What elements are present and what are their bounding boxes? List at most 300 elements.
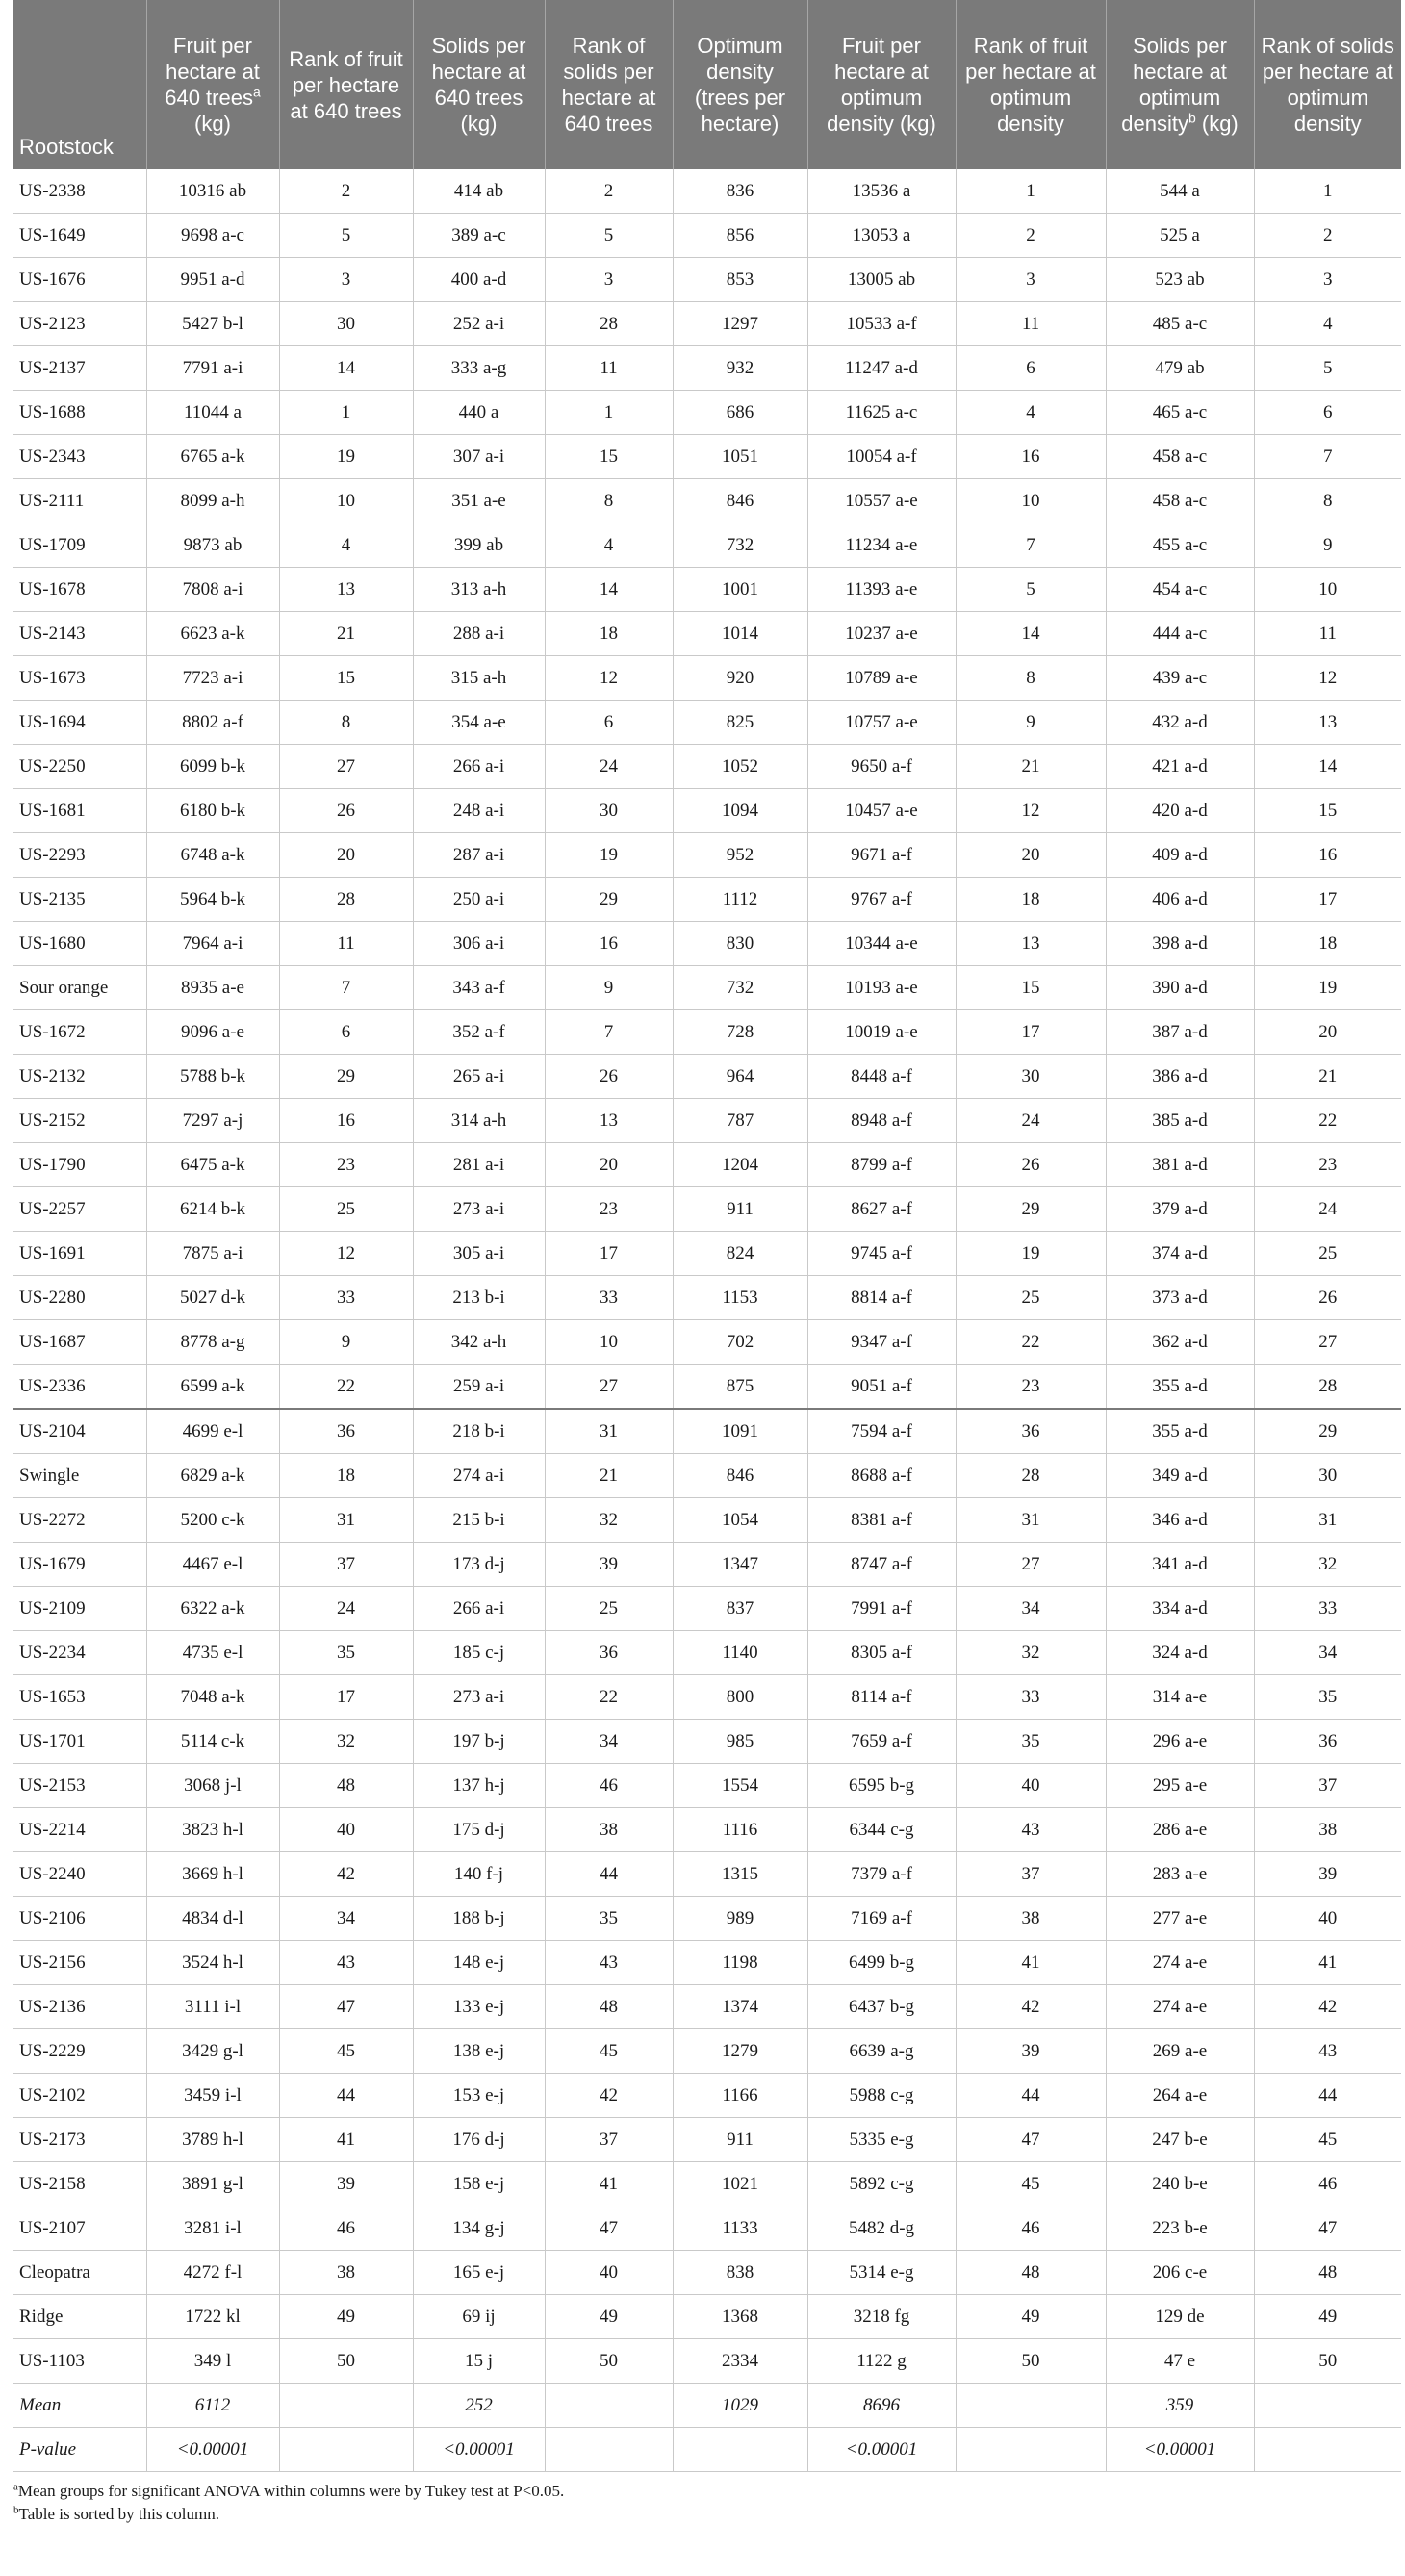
- cell-solids-optimum: 247 b-e: [1106, 2118, 1254, 2162]
- cell-solids-640: 266 a-i: [413, 1587, 545, 1631]
- table-row: [13, 1365, 1401, 1410]
- cell-rootstock: Sour orange: [13, 966, 146, 1010]
- cell-optimum-density: 836: [673, 169, 807, 214]
- table-row: [13, 1320, 1401, 1365]
- cell-rank-solids-640: 21: [545, 1454, 673, 1498]
- cell-rank-fruit-640: 2: [279, 169, 413, 214]
- cell-rank-fruit-640: 31: [279, 1498, 413, 1543]
- cell-solids-640: 218 b-i: [413, 1409, 545, 1454]
- cell-rootstock: US-2136: [13, 1985, 146, 2029]
- cell-optimum-density: 932: [673, 346, 807, 391]
- cell-rank-solids-640: 7: [545, 1010, 673, 1055]
- cell-rank-solids-640: 19: [545, 833, 673, 878]
- cell-rank-solids-optimum: 37: [1254, 1764, 1401, 1808]
- cell-optimum-density: 952: [673, 833, 807, 878]
- cell-rank-solids-640: 41: [545, 2162, 673, 2206]
- cell-solids-640: 352 a-f: [413, 1010, 545, 1055]
- cell-solids-640: 265 a-i: [413, 1055, 545, 1099]
- cell-rank-fruit-optimum: 49: [956, 2295, 1106, 2339]
- table-row: [13, 1143, 1401, 1187]
- cell-fruit-640: 6112: [146, 2384, 279, 2428]
- cell-rank-fruit-640: 38: [279, 2251, 413, 2295]
- cell-rank-fruit-640: 36: [279, 1409, 413, 1454]
- cell-rootstock: US-2123: [13, 302, 146, 346]
- cell-rank-solids-optimum: 2: [1254, 214, 1401, 258]
- cell-rank-solids-640: 3: [545, 258, 673, 302]
- cell-fruit-optimum: 8747 a-f: [807, 1543, 956, 1587]
- cell-solids-640: 274 a-i: [413, 1454, 545, 1498]
- cell-solids-640: 273 a-i: [413, 1675, 545, 1720]
- table-row: [13, 1409, 1401, 1454]
- table-row: [13, 878, 1401, 922]
- cell-rank-fruit-640: 11: [279, 922, 413, 966]
- cell-rank-fruit-optimum: 43: [956, 1808, 1106, 1852]
- cell-rootstock: US-1103: [13, 2339, 146, 2384]
- cell-rootstock: US-2104: [13, 1409, 146, 1454]
- table-container: [13, 0, 1401, 2526]
- cell-optimum-density: 1198: [673, 1941, 807, 1985]
- cell-rank-fruit-640: 28: [279, 878, 413, 922]
- cell-solids-optimum: 359: [1106, 2384, 1254, 2428]
- cell-solids-640: 148 e-j: [413, 1941, 545, 1985]
- cell-rank-solids-optimum: 34: [1254, 1631, 1401, 1675]
- cell-solids-optimum: 523 ab: [1106, 258, 1254, 302]
- cell-fruit-optimum: 7594 a-f: [807, 1409, 956, 1454]
- cell-solids-640: 153 e-j: [413, 2074, 545, 2118]
- cell-optimum-density: 1014: [673, 612, 807, 656]
- cell-solids-640: 266 a-i: [413, 745, 545, 789]
- cell-rootstock: US-2214: [13, 1808, 146, 1852]
- table-row: [13, 833, 1401, 878]
- cell-solids-640: 158 e-j: [413, 2162, 545, 2206]
- cell-rank-fruit-optimum: 44: [956, 2074, 1106, 2118]
- cell-rootstock: US-1694: [13, 701, 146, 745]
- cell-optimum-density: 800: [673, 1675, 807, 1720]
- cell-solids-640: 137 h-j: [413, 1764, 545, 1808]
- cell-fruit-640: 9873 ab: [146, 523, 279, 568]
- cell-rank-fruit-640: 48: [279, 1764, 413, 1808]
- cell-rootstock: US-2152: [13, 1099, 146, 1143]
- cell-optimum-density: 1051: [673, 435, 807, 479]
- cell-rank-fruit-640: 21: [279, 612, 413, 656]
- cell-rank-solids-640: 2: [545, 169, 673, 214]
- cell-rank-solids-optimum: 23: [1254, 1143, 1401, 1187]
- header-rank-fruit-optimum: Rank of fruit per hectare at optimum density: [956, 0, 1106, 169]
- cell-rank-fruit-optimum: 26: [956, 1143, 1106, 1187]
- cell-fruit-640: 6180 b-k: [146, 789, 279, 833]
- cell-rootstock: US-1691: [13, 1232, 146, 1276]
- cell-rank-solids-640: 10: [545, 1320, 673, 1365]
- cell-fruit-optimum: 11625 a-c: [807, 391, 956, 435]
- cell-optimum-density: 920: [673, 656, 807, 701]
- table-row: [13, 302, 1401, 346]
- cell-rank-fruit-optimum: 47: [956, 2118, 1106, 2162]
- cell-rank-solids-optimum: 10: [1254, 568, 1401, 612]
- cell-rootstock: US-1681: [13, 789, 146, 833]
- cell-rank-solids-640: 35: [545, 1897, 673, 1941]
- cell-rank-solids-optimum: 50: [1254, 2339, 1401, 2384]
- cell-rank-fruit-optimum: [956, 2384, 1106, 2428]
- cell-fruit-640: 8935 a-e: [146, 966, 279, 1010]
- cell-rank-solids-optimum: [1254, 2384, 1401, 2428]
- cell-rank-solids-640: 15: [545, 435, 673, 479]
- header-rank-solids-optimum: Rank of solids per hectare at optimum density: [1254, 0, 1401, 169]
- cell-solids-optimum: 373 a-d: [1106, 1276, 1254, 1320]
- cell-rank-fruit-640: 37: [279, 1543, 413, 1587]
- cell-rank-solids-optimum: 31: [1254, 1498, 1401, 1543]
- cell-solids-optimum: 274 a-e: [1106, 1985, 1254, 2029]
- cell-optimum-density: 985: [673, 1720, 807, 1764]
- cell-rank-solids-640: 4: [545, 523, 673, 568]
- cell-rank-fruit-optimum: 1: [956, 169, 1106, 214]
- cell-rootstock: Cleopatra: [13, 2251, 146, 2295]
- cell-solids-640: 440 a: [413, 391, 545, 435]
- cell-optimum-density: 853: [673, 258, 807, 302]
- cell-fruit-optimum: 7659 a-f: [807, 1720, 956, 1764]
- cell-rank-solids-optimum: 6: [1254, 391, 1401, 435]
- cell-fruit-optimum: 10789 a-e: [807, 656, 956, 701]
- cell-optimum-density: 911: [673, 1187, 807, 1232]
- cell-rootstock: US-2132: [13, 1055, 146, 1099]
- cell-rank-fruit-optimum: 39: [956, 2029, 1106, 2074]
- cell-rank-fruit-640: 50: [279, 2339, 413, 2384]
- cell-fruit-optimum: 3218 fg: [807, 2295, 956, 2339]
- table-row: [13, 656, 1401, 701]
- cell-rank-fruit-optimum: 9: [956, 701, 1106, 745]
- cell-rank-fruit-optimum: 12: [956, 789, 1106, 833]
- table-row: [13, 1764, 1401, 1808]
- cell-fruit-640: 8778 a-g: [146, 1320, 279, 1365]
- cell-rank-solids-640: 45: [545, 2029, 673, 2074]
- cell-fruit-640: <0.00001: [146, 2428, 279, 2472]
- table-row: [13, 1808, 1401, 1852]
- table-row: [13, 2251, 1401, 2295]
- cell-rank-solids-optimum: 18: [1254, 922, 1401, 966]
- cell-rank-fruit-optimum: 29: [956, 1187, 1106, 1232]
- cell-optimum-density: [673, 2428, 807, 2472]
- cell-fruit-optimum: 8688 a-f: [807, 1454, 956, 1498]
- cell-rank-solids-optimum: 17: [1254, 878, 1401, 922]
- header-fruit-640: Fruit per hectare at 640 trees$^a$ (kg): [146, 0, 279, 169]
- cell-rank-solids-optimum: 1: [1254, 169, 1401, 214]
- cell-rootstock: Mean: [13, 2384, 146, 2428]
- cell-fruit-optimum: 7991 a-f: [807, 1587, 956, 1631]
- cell-solids-640: 15 j: [413, 2339, 545, 2384]
- cell-optimum-density: 1297: [673, 302, 807, 346]
- cell-solids-optimum: 277 a-e: [1106, 1897, 1254, 1941]
- cell-rootstock: US-2250: [13, 745, 146, 789]
- cell-rank-fruit-optimum: 25: [956, 1276, 1106, 1320]
- cell-rank-solids-640: 23: [545, 1187, 673, 1232]
- cell-rank-fruit-optimum: 38: [956, 1897, 1106, 1941]
- table-row: [13, 2295, 1401, 2339]
- cell-rank-fruit-optimum: 21: [956, 745, 1106, 789]
- cell-solids-640: 133 e-j: [413, 1985, 545, 2029]
- cell-rank-fruit-640: 7: [279, 966, 413, 1010]
- table-row: [13, 1454, 1401, 1498]
- cell-fruit-optimum: 8114 a-f: [807, 1675, 956, 1720]
- cell-rank-solids-optimum: 40: [1254, 1897, 1401, 1941]
- cell-fruit-640: 6322 a-k: [146, 1587, 279, 1631]
- cell-solids-optimum: 479 ab: [1106, 346, 1254, 391]
- cell-solids-optimum: 374 a-d: [1106, 1232, 1254, 1276]
- cell-optimum-density: 787: [673, 1099, 807, 1143]
- cell-fruit-optimum: 11247 a-d: [807, 346, 956, 391]
- cell-rootstock: US-2343: [13, 435, 146, 479]
- cell-optimum-density: 2334: [673, 2339, 807, 2384]
- cell-rank-fruit-optimum: 31: [956, 1498, 1106, 1543]
- cell-rank-fruit-optimum: 8: [956, 656, 1106, 701]
- cell-fruit-640: 3429 g-l: [146, 2029, 279, 2074]
- cell-solids-optimum: 454 a-c: [1106, 568, 1254, 612]
- cell-fruit-optimum: 10533 a-f: [807, 302, 956, 346]
- cell-fruit-640: 6475 a-k: [146, 1143, 279, 1187]
- cell-rank-fruit-640: 44: [279, 2074, 413, 2118]
- cell-rank-fruit-optimum: 5: [956, 568, 1106, 612]
- cell-rank-fruit-640: [279, 2384, 413, 2428]
- cell-fruit-640: 3111 i-l: [146, 1985, 279, 2029]
- cell-rank-fruit-optimum: 22: [956, 1320, 1106, 1365]
- cell-solids-optimum: 240 b-e: [1106, 2162, 1254, 2206]
- cell-optimum-density: 989: [673, 1897, 807, 1941]
- cell-solids-optimum: 455 a-c: [1106, 523, 1254, 568]
- table-row: [13, 1985, 1401, 2029]
- cell-solids-optimum: 274 a-e: [1106, 1941, 1254, 1985]
- cell-rank-fruit-optimum: 6: [956, 346, 1106, 391]
- cell-rank-solids-640: 13: [545, 1099, 673, 1143]
- cell-optimum-density: 702: [673, 1320, 807, 1365]
- cell-rank-solids-optimum: 15: [1254, 789, 1401, 833]
- cell-rank-solids-640: 42: [545, 2074, 673, 2118]
- cell-rank-solids-optimum: 28: [1254, 1365, 1401, 1410]
- cell-rank-fruit-optimum: 7: [956, 523, 1106, 568]
- cell-rank-solids-640: 38: [545, 1808, 673, 1852]
- cell-fruit-640: 3459 i-l: [146, 2074, 279, 2118]
- cell-solids-optimum: 409 a-d: [1106, 833, 1254, 878]
- cell-rootstock: US-1709: [13, 523, 146, 568]
- cell-rank-fruit-optimum: 36: [956, 1409, 1106, 1454]
- cell-rootstock: US-1673: [13, 656, 146, 701]
- cell-fruit-optimum: 5892 c-g: [807, 2162, 956, 2206]
- cell-solids-optimum: 269 a-e: [1106, 2029, 1254, 2074]
- cell-fruit-optimum: 6344 c-g: [807, 1808, 956, 1852]
- cell-fruit-640: 3669 h-l: [146, 1852, 279, 1897]
- cell-rank-solids-optimum: 7: [1254, 435, 1401, 479]
- cell-rank-fruit-optimum: 27: [956, 1543, 1106, 1587]
- cell-solids-optimum: 458 a-c: [1106, 479, 1254, 523]
- cell-rank-solids-640: 12: [545, 656, 673, 701]
- cell-rank-solids-optimum: 19: [1254, 966, 1401, 1010]
- cell-rootstock: Ridge: [13, 2295, 146, 2339]
- cell-rank-fruit-optimum: 23: [956, 1365, 1106, 1410]
- cell-rank-solids-640: 28: [545, 302, 673, 346]
- cell-rank-fruit-640: 32: [279, 1720, 413, 1764]
- cell-rank-fruit-640: 13: [279, 568, 413, 612]
- cell-optimum-density: 686: [673, 391, 807, 435]
- cell-rank-solids-optimum: 33: [1254, 1587, 1401, 1631]
- cell-fruit-optimum: 6595 b-g: [807, 1764, 956, 1808]
- cell-rank-solids-optimum: 44: [1254, 2074, 1401, 2118]
- cell-rank-solids-640: 26: [545, 1055, 673, 1099]
- cell-rootstock: US-2173: [13, 2118, 146, 2162]
- cell-rank-solids-optimum: 5: [1254, 346, 1401, 391]
- cell-rank-fruit-640: 8: [279, 701, 413, 745]
- cell-solids-optimum: 129 de: [1106, 2295, 1254, 2339]
- cell-optimum-density: 1112: [673, 878, 807, 922]
- cell-rootstock: US-1679: [13, 1543, 146, 1587]
- cell-rootstock: US-2102: [13, 2074, 146, 2118]
- cell-rank-solids-640: 14: [545, 568, 673, 612]
- cell-fruit-optimum: 5482 d-g: [807, 2206, 956, 2251]
- header-row: [13, 0, 1401, 169]
- cell-fruit-optimum: 8627 a-f: [807, 1187, 956, 1232]
- cell-solids-optimum: 341 a-d: [1106, 1543, 1254, 1587]
- cell-solids-640: 252 a-i: [413, 302, 545, 346]
- table-row: [13, 1587, 1401, 1631]
- cell-fruit-optimum: 8448 a-f: [807, 1055, 956, 1099]
- cell-rank-solids-640: 48: [545, 1985, 673, 2029]
- cell-solids-640: 69 ij: [413, 2295, 545, 2339]
- cell-rank-fruit-optimum: 50: [956, 2339, 1106, 2384]
- cell-fruit-640: 3891 g-l: [146, 2162, 279, 2206]
- cell-fruit-optimum: 9671 a-f: [807, 833, 956, 878]
- cell-fruit-optimum: 6437 b-g: [807, 1985, 956, 2029]
- cell-rank-fruit-optimum: 42: [956, 1985, 1106, 2029]
- table-row: [13, 169, 1401, 214]
- cell-solids-optimum: 334 a-d: [1106, 1587, 1254, 1631]
- cell-solids-640: 252: [413, 2384, 545, 2428]
- cell-fruit-640: 7048 a-k: [146, 1675, 279, 1720]
- cell-fruit-optimum: 9767 a-f: [807, 878, 956, 922]
- cell-rootstock: US-2293: [13, 833, 146, 878]
- cell-solids-optimum: 314 a-e: [1106, 1675, 1254, 1720]
- cell-rank-solids-optimum: 47: [1254, 2206, 1401, 2251]
- table-row: [13, 1232, 1401, 1276]
- cell-solids-640: 307 a-i: [413, 435, 545, 479]
- table-row: [13, 1010, 1401, 1055]
- cell-fruit-640: 5427 b-l: [146, 302, 279, 346]
- cell-rank-solids-optimum: 13: [1254, 701, 1401, 745]
- cell-rank-solids-640: 18: [545, 612, 673, 656]
- cell-solids-optimum: 390 a-d: [1106, 966, 1254, 1010]
- cell-fruit-640: 5027 d-k: [146, 1276, 279, 1320]
- cell-solids-optimum: 432 a-d: [1106, 701, 1254, 745]
- cell-rootstock: US-2272: [13, 1498, 146, 1543]
- cell-fruit-optimum: 10193 a-e: [807, 966, 956, 1010]
- cell-rank-fruit-640: 22: [279, 1365, 413, 1410]
- cell-solids-optimum: 421 a-d: [1106, 745, 1254, 789]
- cell-optimum-density: 1153: [673, 1276, 807, 1320]
- cell-fruit-optimum: 5988 c-g: [807, 2074, 956, 2118]
- cell-fruit-optimum: 8696: [807, 2384, 956, 2428]
- cell-solids-optimum: 295 a-e: [1106, 1764, 1254, 1808]
- cell-fruit-640: 4467 e-l: [146, 1543, 279, 1587]
- cell-fruit-640: 6829 a-k: [146, 1454, 279, 1498]
- cell-rank-fruit-optimum: 28: [956, 1454, 1106, 1498]
- table-row: [13, 1055, 1401, 1099]
- table-row: [13, 922, 1401, 966]
- cell-rank-fruit-640: 5: [279, 214, 413, 258]
- cell-optimum-density: 875: [673, 1365, 807, 1410]
- cell-solids-640: 197 b-j: [413, 1720, 545, 1764]
- cell-rootstock: US-1678: [13, 568, 146, 612]
- cell-fruit-optimum: 10457 a-e: [807, 789, 956, 833]
- cell-rank-solids-optimum: 20: [1254, 1010, 1401, 1055]
- cell-fruit-640: 3823 h-l: [146, 1808, 279, 1852]
- cell-rank-fruit-640: 14: [279, 346, 413, 391]
- cell-rank-fruit-640: 43: [279, 1941, 413, 1985]
- cell-fruit-optimum: 13005 ab: [807, 258, 956, 302]
- cell-fruit-optimum: 8948 a-f: [807, 1099, 956, 1143]
- cell-rank-fruit-640: 16: [279, 1099, 413, 1143]
- cell-solids-640: 215 b-i: [413, 1498, 545, 1543]
- cell-optimum-density: 838: [673, 2251, 807, 2295]
- cell-fruit-640: 9698 a-c: [146, 214, 279, 258]
- cell-fruit-optimum: 10019 a-e: [807, 1010, 956, 1055]
- cell-rank-fruit-640: 15: [279, 656, 413, 701]
- cell-rootstock: US-1653: [13, 1675, 146, 1720]
- header-rank-fruit-640: Rank of fruit per hectare at 640 trees: [279, 0, 413, 169]
- cell-fruit-optimum: 1122 g: [807, 2339, 956, 2384]
- cell-fruit-640: 3281 i-l: [146, 2206, 279, 2251]
- table-row: [13, 2118, 1401, 2162]
- table-row: [13, 789, 1401, 833]
- cell-rank-fruit-640: 49: [279, 2295, 413, 2339]
- cell-solids-640: 333 a-g: [413, 346, 545, 391]
- cell-rank-solids-optimum: 9: [1254, 523, 1401, 568]
- cell-optimum-density: 1029: [673, 2384, 807, 2428]
- cell-solids-640: 313 a-h: [413, 568, 545, 612]
- cell-optimum-density: 846: [673, 479, 807, 523]
- cell-rank-fruit-optimum: 35: [956, 1720, 1106, 1764]
- table-row: [13, 1631, 1401, 1675]
- cell-solids-optimum: 420 a-d: [1106, 789, 1254, 833]
- cell-solids-640: 306 a-i: [413, 922, 545, 966]
- cell-fruit-640: 5964 b-k: [146, 878, 279, 922]
- cell-solids-optimum: 355 a-d: [1106, 1409, 1254, 1454]
- cell-fruit-optimum: 9347 a-f: [807, 1320, 956, 1365]
- cell-fruit-640: 7964 a-i: [146, 922, 279, 966]
- cell-fruit-optimum: 11393 a-e: [807, 568, 956, 612]
- cell-rank-fruit-640: 23: [279, 1143, 413, 1187]
- cell-rank-solids-optimum: 45: [1254, 2118, 1401, 2162]
- cell-solids-640: 414 ab: [413, 169, 545, 214]
- cell-solids-640: 389 a-c: [413, 214, 545, 258]
- table-row: [13, 568, 1401, 612]
- cell-fruit-640: 9951 a-d: [146, 258, 279, 302]
- cell-rootstock: US-1687: [13, 1320, 146, 1365]
- cell-rank-fruit-optimum: 13: [956, 922, 1106, 966]
- cell-rank-fruit-640: 27: [279, 745, 413, 789]
- cell-fruit-640: 1722 kl: [146, 2295, 279, 2339]
- cell-fruit-optimum: 10344 a-e: [807, 922, 956, 966]
- cell-solids-640: 399 ab: [413, 523, 545, 568]
- cell-rank-solids-640: 1: [545, 391, 673, 435]
- cell-rank-solids-optimum: 41: [1254, 1941, 1401, 1985]
- header-solids-640: Solids per hectare at 640 trees (kg): [413, 0, 545, 169]
- cell-rank-solids-640: 16: [545, 922, 673, 966]
- cell-solids-optimum: 485 a-c: [1106, 302, 1254, 346]
- table-row: [13, 1852, 1401, 1897]
- cell-fruit-640: 7297 a-j: [146, 1099, 279, 1143]
- cell-fruit-640: 3068 j-l: [146, 1764, 279, 1808]
- cell-fruit-optimum: 5314 e-g: [807, 2251, 956, 2295]
- cell-rank-solids-640: 8: [545, 479, 673, 523]
- table-row: [13, 2029, 1401, 2074]
- cell-solids-optimum: 362 a-d: [1106, 1320, 1254, 1365]
- header-solids-optimum: Solids per hectare at optimum density$^b$ (kg): [1106, 0, 1254, 169]
- footnote-a: $^a$Mean groups for significant ANOVA within columns were by Tukey test at P<0.05.: [13, 2481, 565, 2500]
